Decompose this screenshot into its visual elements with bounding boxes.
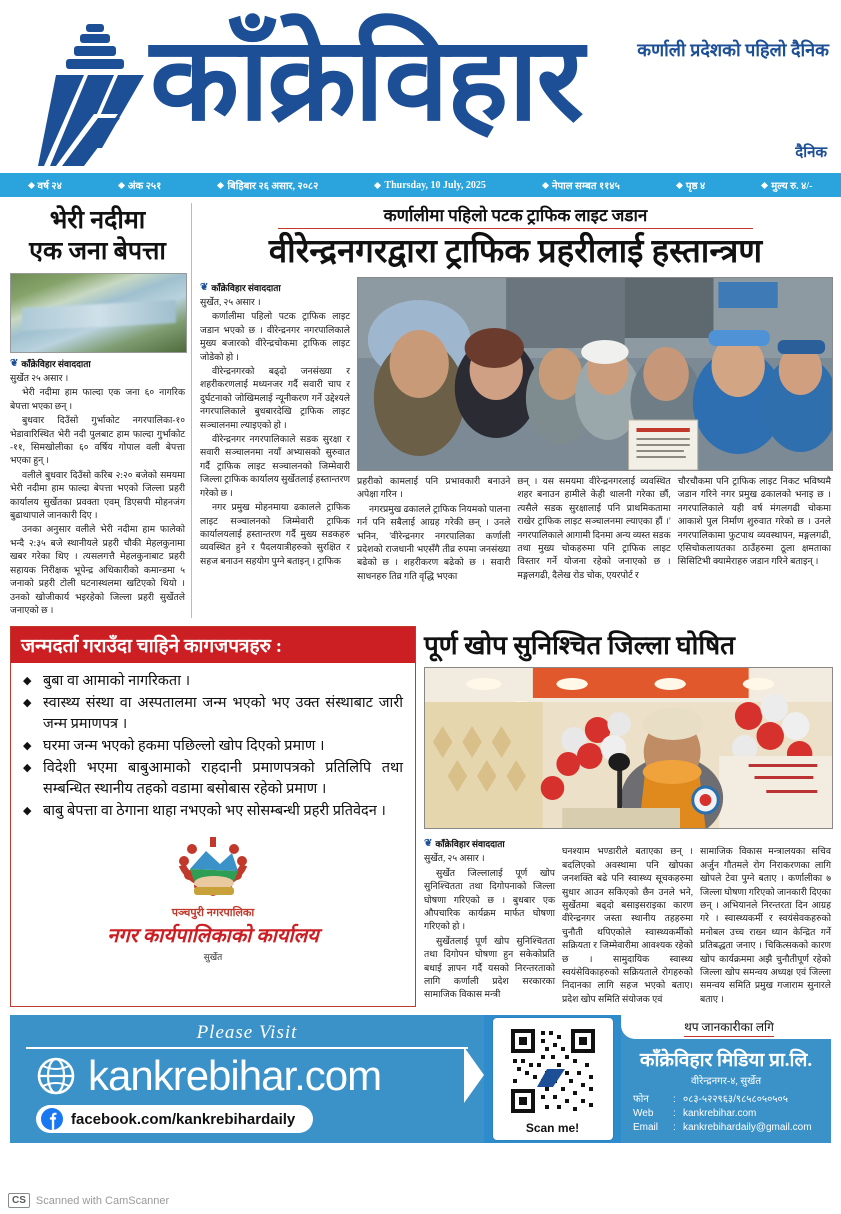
second-story-headline: पूर्ण खोप सुनिश्चित जिल्ला घोषित xyxy=(424,631,735,661)
main-col-4 xyxy=(678,475,831,584)
main-photo-and-cols xyxy=(357,277,831,584)
contact-key: Web xyxy=(633,1108,654,1120)
paragraph: नगर प्रमुख मोहनमाया ढकालले ट्राफिक लाइट सञ्चालनको जिम्मेवारी ट्राफिक कार्यालयलाई हस्तान्तरण गर्दै मुख्य सडकहरु व्यवस्थित हुने र पैदलयात्रीहरुको सुरक्षित र सहज बनाउन सहयोग पुग्ने बताइन् । ट्राफिक xyxy=(200,502,350,566)
contact-sep: : xyxy=(673,1108,676,1120)
info-label: नेपाल सम्बत ११४५ xyxy=(551,181,620,192)
main-story-byline xyxy=(200,281,350,294)
contact-row xyxy=(633,1093,831,1107)
diamond-icon xyxy=(217,181,224,188)
more-info-tab xyxy=(621,1015,831,1039)
contact-value: ०८३-५२२९६३/९८५८०५०५०५ xyxy=(683,1094,788,1106)
list-item: ◆ बाबु बेपत्ता वा ठेगाना थाहा नभएको भए सोसम्बन्धी प्रहरी प्रतिवेदन । xyxy=(23,801,403,822)
second-story xyxy=(424,626,831,1007)
paragraph: चौरचौकमा पनि ट्राफिक लाइट निकट भविष्यमै जडान गरिने नगर प्रमुख ढकालको भनाइ छ । नगरपालिकाले यही वर्ष मंगलगढी चोकमा आकाशे पुल निर्माण शुरुवात गरेको छ । उनले नगरपालिकामा फुटपाथ व्यवस्थापन, मङ्गलगढी, एसिचोकलायतका ठाउँहरुमा ठूला क्षमताका सिसिटिभी क्यामेराहरु जडान गरिने बताइन् । xyxy=(677,476,831,567)
info-item xyxy=(762,178,812,192)
main-col-3 xyxy=(517,475,670,584)
temple-logo-icon xyxy=(36,18,154,168)
masthead xyxy=(0,0,841,172)
company-address: वीरेन्द्रनगर-४, सुर्खेत xyxy=(690,1076,762,1088)
info-label: वर्ष २४ xyxy=(37,181,62,192)
diamond-icon xyxy=(676,181,683,188)
info-label: मुल्य रु. ४/- xyxy=(771,181,813,192)
contact-row xyxy=(633,1121,831,1135)
paragraph: सुर्खेत जिल्लालाई पूर्ण खोप सुनिश्चितता तथा दिगोपनाको जिल्ला घोषणा गरिएको छ । बुधबार एक औपचारिक कार्यक्रम मार्फत घोषणा गरिएको हो । xyxy=(424,867,555,932)
paragraph: उनका अनुसार वलीले भेरी नदीमा हाम फालेको भन्दै २:३५ बजे स्थानीयले प्रहरी चौकी मेहलकुनामा खबर गरेका थिए । त्यसलगत्तै मेहलकुनाबाट प्रहरी सहायक निरीक्षक भूपेन्द्र अधिकारीको कमान्डमा ५ जनाको प्रहरी टोली घटनास्थलमा खटिएको थियो । उनको खोजीकार्य भइरहेको जिल्ला प्रहरी सुर्खेतले जनाएको छ । xyxy=(10,524,185,615)
info-label: पृष्ठ ४ xyxy=(685,181,706,192)
left-story-headline-2: एक जना बेपत्ता xyxy=(29,238,166,265)
info-item xyxy=(218,178,318,192)
masthead-tagline: कर्णाली प्रदेशको पहिलो दैनिक xyxy=(637,40,829,60)
bottom-row xyxy=(10,626,831,1007)
info-item xyxy=(543,178,620,192)
info-label: बिहिबार २६ असार, २०८२ xyxy=(227,181,319,192)
paragraph: छन् । यस समयमा वीरेन्द्रनगरलाई व्यवस्थित शहर बनाउन हामीले केही थालनी गरेका छौं, त्यसैले सडक सुरक्षालाई पनि प्राथमिकतामा राखेर ट्राफिक लाइट सञ्चालनमा ल्याएका हौं ।' नगरपालिकाले आगामी दिनमा अन्य व्यस्त सडक तथा मुख्य चोकहरुमा पनि ट्राफिक लाइट विस्तार गर्ने योजना रहेको जनाएको छ । मङ्गलगढी, दैलेख रोड चोक, एयरपोर्ट र xyxy=(517,476,671,580)
facebook-link[interactable] xyxy=(36,1105,313,1133)
paragraph: कर्णालीमा पहिलो पटक ट्राफिक लाइट जडान भएको छ । वीरेन्द्रनगर नगरपालिकाले मुख्य बजारको वीरेन्द्रचोकमा ट्राफिक लाइट जोडेको हो । xyxy=(200,311,350,362)
second-story-photo xyxy=(424,667,833,829)
list-item: ◆ विदेशी भएमा बाबुआमाको राहदानी प्रमाणपत्रको प्रतिलिपि तथा सम्बन्धित स्थानीय तहको वडामा बसोबास रहेको प्रमाण । xyxy=(23,758,403,800)
left-story xyxy=(10,203,192,618)
dateline: सुर्खेत, २५ असार । xyxy=(200,297,261,307)
paragraph: सुर्खेतलाई पूर्ण खोप सुनिश्चितता तथा दिगोपन घोषणा हुन सकेकोप्रति बधाई ज्ञापन गर्दै यसको निरन्तरताको लागि कर्णाली प्रदेश सरकारका सामाजिक विकास मन्त्री xyxy=(424,935,555,1000)
second-story-byline xyxy=(424,837,555,850)
info-label: अंक २५१ xyxy=(127,181,162,192)
dateline: सुर्खेत, २५ असार । xyxy=(424,853,485,864)
main-story-photo xyxy=(357,277,833,471)
info-label: Thursday, 10 July, 2025 xyxy=(384,179,486,191)
left-story-headline-1: भेरी नदीमा xyxy=(49,207,146,234)
byline-label: काँक्रेविहार संवाददाता xyxy=(435,839,505,850)
facebook-icon xyxy=(41,1108,63,1130)
info-item xyxy=(119,178,161,192)
municipality-identity xyxy=(11,825,415,973)
list-item: ◆ बुबा वा आमाको नागरिकता । xyxy=(23,671,403,692)
camscanner-watermark xyxy=(8,1193,169,1208)
contact-key: फोन xyxy=(633,1094,649,1106)
qr-code-icon[interactable] xyxy=(507,1025,599,1117)
required-documents-list xyxy=(11,663,415,825)
birth-registration-notice xyxy=(10,626,416,1007)
main-col-1 xyxy=(200,277,350,584)
camscanner-badge: CS xyxy=(8,1193,30,1208)
main-story-kicker: कर्णालीमा पहिलो पटक ट्राफिक लाइट जडान xyxy=(278,203,753,229)
redbox-title: जन्मदर्ता गराउँदा चाहिने कागजपत्रहरु : xyxy=(11,627,415,663)
camscanner-label: Scanned with CamScanner xyxy=(35,1194,170,1207)
left-story-byline xyxy=(10,357,185,370)
paragraph: बुधवार दिउँसो गुर्भाकोट नगरपालिका-१० भेडावारिस्थित भेरी नदी पुलबाट हाम फाल्दा गुर्भाकोट -११, सिमखोलीका ६० वर्षिय गोपाल वली बेपत्ता भएका हुन् । xyxy=(10,415,185,466)
main-story xyxy=(200,203,831,618)
qr-card[interactable] xyxy=(493,1018,613,1140)
paragraph: वलीले बुधवार दिउँसो करिब २:२० बजेको समयमा भेरी नदीमा हाम फाल्दा बेपत्ता भएको जिल्ला प्रहरी कार्यालय सुर्खेतका प्रवक्ता एवम् डिएसपी मोहनजंग बुढाथापाले जानकारी दिए । xyxy=(10,469,185,521)
masthead-title: काँक्रेविहार xyxy=(150,17,582,145)
ribbon-arrow-left xyxy=(464,1047,484,1103)
diamond-icon xyxy=(118,181,125,188)
byline-bullet-icon: ❦ xyxy=(10,358,19,369)
left-story-body xyxy=(10,372,185,617)
left-story-photo xyxy=(10,273,187,353)
second-story-columns xyxy=(424,833,831,1007)
list-item: ◆ घरमा जन्म भएको हकमा पछिल्लो खोप दिएको प्रमाण । xyxy=(23,736,403,757)
ad-url-row[interactable] xyxy=(10,1049,484,1100)
paragraph: घनश्याम भण्डारीले बताएका छन् । बदलिएको अवस्थामा पनि खोपका जनशक्ति बढे पनि स्वास्थ्य सूचकहरुमा सुधार आउन सकिएको छैन उनले भने, सुर्खेतमा बढ्दो बसाइसराइका कारण वीरेन्द्रनगर जस्ता स्थानीय तहहरुमा चुनौती थपिएकोले स्वास्थ्यकर्मीको सक्रियता र जिम्मेवारीमा आवश्यक रहेको छ । सामुदायिक स्वास्थ्य स्वयंसेविकाहरुको सक्रियताले रोगहरुको निदानका लागि सहज भएको बताए। प्रदेश खोप समिति संयोजक एवं xyxy=(562,846,693,1004)
office-name: नगर कार्यपालिकाको कार्यालय xyxy=(107,925,319,948)
company-name: काँक्रेविहार मिडिया प्रा.लि. xyxy=(639,1050,813,1072)
byline-label: काँक्रेविहार संवाददाता xyxy=(21,359,91,369)
list-item: ◆ स्वास्थ्य संस्था वा अस्पतालमा जन्म भएको भए उक्त संस्थाबाट जारी जन्म प्रमाणपत्र । xyxy=(23,693,403,735)
facebook-url: facebook.com/kankrebihardaily xyxy=(71,1110,296,1128)
info-item xyxy=(677,178,705,192)
contact-key: Email xyxy=(633,1122,659,1134)
byline-bullet-icon: ❦ xyxy=(200,282,209,293)
municipality-name: पञ्चपुरी नगरपालिका xyxy=(171,907,255,920)
diamond-icon xyxy=(761,181,768,188)
contact-value[interactable]: kankrebihar.com xyxy=(683,1108,757,1120)
diamond-icon xyxy=(542,181,549,188)
diamond-icon xyxy=(374,181,381,188)
paragraph: नगरप्रमुख ढकालले ट्राफिक नियमको पालना गर्न पनि सबैलाई आग्रह गरेकी छन् । उनले भनिन, 'वीरेन्द्रनगर नगरपालिका कर्णाली प्रदेशको राजधानी भएसँगै तीव्र रुपमा जनसंख्या बढेको छ । शहरीकरण बढेको छ । सवारी साधनहरु तिव्र गति वृद्धि भएका xyxy=(357,503,511,581)
paragraph: प्रहरीको कामलाई पनि प्रभावकारी बनाउने अपेक्षा गरिन । xyxy=(357,476,511,500)
contact-sep: : xyxy=(673,1094,676,1106)
byline-bullet-icon: ❦ xyxy=(424,838,433,850)
office-location: सुर्खेत xyxy=(203,952,223,963)
contact-value[interactable]: kankrebihardaily@gmail.com xyxy=(683,1122,812,1134)
second-col-3 xyxy=(700,833,831,1007)
ad-website-panel[interactable] xyxy=(10,1015,484,1143)
dateline: सुर्खेत २५ असार । xyxy=(10,373,69,383)
info-item xyxy=(375,180,485,191)
top-row xyxy=(10,203,831,618)
byline-label: काँक्रेविहार संवाददाता xyxy=(211,283,281,293)
qr-panel[interactable] xyxy=(484,1015,621,1143)
second-col-2 xyxy=(562,833,693,1007)
main-col-2 xyxy=(357,475,510,584)
advertisement-banner[interactable] xyxy=(10,1015,831,1143)
more-info-label: थप जानकारीका लगि xyxy=(684,1018,774,1037)
masthead-info-bar xyxy=(0,172,841,197)
masthead-subtitle: दैनिक xyxy=(795,145,827,161)
contact-row xyxy=(633,1107,831,1121)
diamond-icon xyxy=(28,181,35,188)
ad-please-visit-label: Please Visit xyxy=(196,1022,298,1044)
page-content xyxy=(0,197,841,1143)
paragraph: वीरेन्द्रनगर नगरपालिकाले सडक सुरक्षा र सवारी सञ्चालनमा नयाँ अभ्यासको सुरुवात गर्दै ट्राफिक लाइट सञ्चालनको जिम्मेवारी जिल्ला ट्राफिक कार्यालय सुर्खेतलाई हस्तान्तरण गरेको छ । xyxy=(200,434,350,498)
globe-icon xyxy=(36,1056,76,1096)
info-item xyxy=(29,178,62,192)
paragraph: भेरी नदीमा हाम फाल्दा एक जना ६० नागरिक बेपत्ता भएका छन् । xyxy=(10,387,185,411)
paragraph: सामाजिक विकास मन्त्रालयका सचिव अर्जुन गौतमले रोग निराकरणका लागि खोपले टेवा पुग्ने बताए । कर्णालीका ७ जिल्ला घोषणा गरिएको जानकारी दिएका छन् । अभियानले निरन्तरता दिन आग्रह गरे । स्वास्थ्यकर्मी र स्वयंसेवकहरुको मनोबल उच्च राख्न ध्यान केन्द्रित गर्ने प्रतिबद्धता जनाए । चिकित्सकको कारण खोप कार्यक्रममा अझै चुनौतीपूर्ण रहेको जिल्ला खोप समन्वय अध्यक्ष एवं जिल्ला समन्वय समिति प्रमुख गजाराम सुनारले बताए । xyxy=(700,846,831,1004)
main-story-headline: वीरेन्द्रनगरद्वारा ट्राफिक प्रहरीलाई हस्तान्त्रण xyxy=(268,234,763,270)
scan-me-label: Scan me! xyxy=(525,1121,580,1136)
main-story-body xyxy=(200,277,831,584)
second-col-1 xyxy=(424,833,555,1007)
contact-sep: : xyxy=(673,1122,676,1134)
paragraph: वीरेन्द्रनगरको बढ्दो जनसंख्या र शहरीकरणलाई मध्यनजर गर्दै सवारी चाप र दुर्घटनाको जोखिमलाई न्यूनीकरण गर्ने उद्देश्यले नगरपालिकाले बुधबारदेखि ट्राफिक लाइट सञ्चालनमा ल्याइएको हो । xyxy=(200,366,350,430)
contact-list xyxy=(633,1093,831,1135)
main-story-lower-cols xyxy=(357,475,831,584)
nepal-emblem-icon xyxy=(172,831,254,903)
ad-website-url[interactable]: kankrebihar.com xyxy=(88,1052,382,1100)
ad-contact-panel xyxy=(621,1015,831,1143)
